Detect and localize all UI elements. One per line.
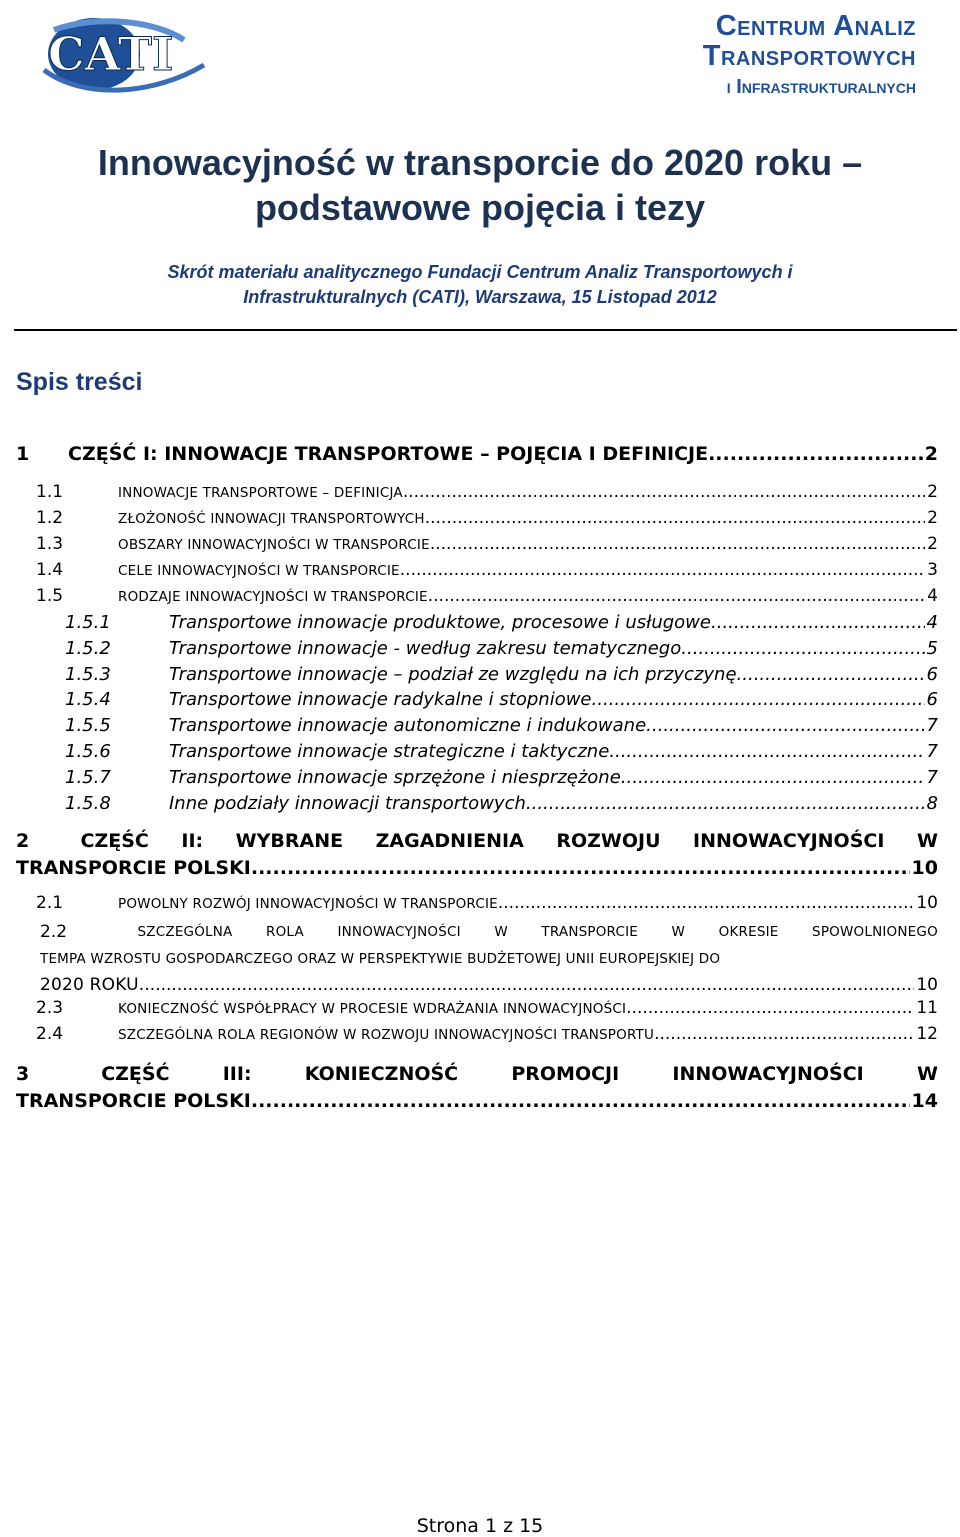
toc-entry-2-2-line-2 (40, 945, 938, 972)
toc-entry-3[interactable] (16, 1061, 938, 1115)
toc-page: 5 (926, 637, 938, 659)
toc-word: CZĘŚĆ (80, 830, 149, 853)
toc-text: Transportowe innowacje sprzężone i niesprzężone (169, 766, 621, 788)
toc-number: 2.2 (40, 922, 68, 943)
toc-page: 14 (911, 1090, 938, 1113)
toc-page: 6 (926, 663, 938, 685)
toc-page: 4 (927, 586, 938, 606)
toc-page: 8 (926, 792, 938, 814)
toc-text: CELE INNOWACYJNOŚCI W TRANSPORCIE (118, 563, 400, 579)
toc-number: 1.5.1 (65, 612, 111, 633)
toc-text: POWOLNY ROZWÓJ INNOWACYJNOŚCI W TRANSPORCIE (118, 896, 498, 913)
toc-entry-1[interactable] (16, 443, 938, 473)
toc-text: ZŁOŻONOŚĆ INNOWACJI TRANSPORTOWYCH (118, 511, 425, 527)
toc-leader (681, 638, 924, 659)
toc-leader (609, 741, 924, 762)
toc-entry-1-5[interactable] (16, 586, 938, 612)
toc-entry-2-1[interactable] (16, 893, 938, 919)
table-of-contents (16, 443, 938, 1115)
toc-page: 2 (924, 443, 938, 465)
toc-number: 1.1 (36, 482, 64, 502)
toc-page: 12 (916, 1024, 938, 1045)
toc-entry-3-line-2 (16, 1088, 938, 1115)
toc-word: INNOWACYJNOŚCI (693, 830, 885, 853)
toc-word: ZAGADNIENIA (375, 830, 524, 853)
toc-page: 10 (916, 893, 938, 914)
toc-leader (654, 1024, 914, 1044)
toc-word: ROZWOJU (556, 830, 661, 853)
toc-number: 1.5.7 (65, 766, 111, 788)
toc-number: 1.5.8 (65, 792, 111, 814)
toc-text: OBSZARY INNOWACYJNOŚCI W TRANSPORCIE (118, 537, 430, 553)
cati-logo (34, 10, 232, 98)
toc-entry-1-5-2[interactable] (16, 638, 938, 664)
toc-text: CZĘŚĆ I: INNOWACJE TRANSPORTOWE – POJĘCIA I DEFINICJE (68, 443, 709, 465)
toc-number: 1.2 (36, 508, 64, 528)
toc-word: INNOWACYJNOŚCI (672, 1063, 864, 1086)
toc-leader (646, 715, 924, 736)
toc-page: 7 (926, 740, 938, 762)
toc-entry-3-line-1 (16, 1061, 938, 1088)
toc-text: Transportowe innowacje autonomiczne i indukowane (169, 715, 647, 737)
org-line-3: i Infrastrukturalnych (726, 76, 916, 98)
toc-number: 1.5.2 (65, 637, 111, 659)
toc-page: 10 (911, 857, 938, 880)
title-line-2: podstawowe pojęcia i tezy (254, 187, 706, 228)
toc-word: III: (222, 1063, 252, 1086)
toc-page: 10 (916, 975, 938, 996)
toc-entry-2-line-1 (16, 828, 938, 855)
toc-text: SZCZEGÓLNA ROLA REGIONÓW W ROZWOJU INNOWACYJNOŚCI TRANSPORTU (118, 1027, 655, 1044)
toc-text: TRANSPORCIE POLSKI (16, 1090, 251, 1113)
toc-number: 1.5 (36, 586, 64, 606)
toc-leader (621, 767, 925, 788)
document-subtitle (0, 260, 960, 310)
toc-text: Transportowe innowacje – podział ze względu na ich przyczynę (169, 663, 737, 685)
toc-leader (400, 560, 925, 580)
toc-number: 1 (16, 443, 30, 465)
toc-entry-1-5-4[interactable] (16, 689, 938, 715)
toc-text: Transportowe innowacje - według zakresu tematycznego (169, 637, 682, 659)
horizontal-rule (14, 329, 957, 331)
toc-leader (592, 689, 925, 710)
toc-number: 1.5.3 (65, 663, 111, 685)
toc-page: 11 (916, 998, 938, 1019)
toc-word: SZCZEGÓLNA (137, 924, 233, 941)
toc-text: Transportowe innowacje radykalne i stopniowe (169, 689, 592, 711)
toc-leader (428, 586, 925, 606)
toc-entry-1-5-6[interactable] (16, 741, 938, 767)
toc-entry-2-3[interactable] (16, 998, 938, 1024)
toc-entry-2-line-2 (16, 855, 938, 882)
toc-word: ROLA (266, 924, 304, 941)
toc-word: W (671, 924, 686, 941)
organization-name (703, 12, 916, 97)
toc-text: KONIECZNOŚĆ WSPÓŁPRACY W PROCESIE WDRAŻANIA INNOWACYJNOŚCI (118, 1001, 627, 1018)
toc-text: Transportowe innowacje strategiczne i taktyczne (169, 740, 610, 762)
toc-text: TRANSPORCIE POLSKI (16, 857, 251, 880)
toc-page: 7 (926, 766, 938, 788)
toc-word: INNOWACYJNOŚCI (337, 924, 461, 941)
subtitle-line-1: Skrót materiału analitycznego Fundacji Centrum Analiz Transportowych i (167, 262, 793, 282)
toc-word: WYBRANE (235, 830, 344, 853)
toc-word: OKRESIE (718, 924, 779, 941)
toc-number: 1.4 (36, 560, 64, 580)
toc-number: 2 (16, 830, 30, 853)
toc-word: CZĘŚĆ (101, 1063, 170, 1086)
toc-page: 3 (927, 560, 938, 580)
toc-entry-2[interactable] (16, 828, 938, 882)
toc-entry-2-2-line-1 (40, 919, 938, 945)
toc-leader (626, 998, 914, 1018)
toc-heading: Spis treści (16, 368, 143, 396)
toc-number: 1.5.6 (65, 740, 111, 762)
toc-entry-2-2-line-3 (40, 972, 938, 998)
toc-entry-2-2[interactable] (16, 919, 938, 998)
toc-number: 3 (16, 1063, 30, 1086)
toc-number: 1.3 (36, 534, 64, 554)
toc-word: W (494, 924, 508, 941)
toc-leader (425, 508, 925, 528)
toc-page: 2 (927, 534, 938, 554)
toc-entry-1-5-7[interactable] (16, 767, 938, 793)
toc-number: 1.5.4 (65, 689, 111, 711)
toc-text: INNOWACJE TRANSPORTOWE – DEFINICJA (118, 485, 403, 501)
toc-text: RODZAJE INNOWACYJNOŚCI W TRANSPORCIE (118, 589, 428, 605)
toc-text: Transportowe innowacje produktowe, procesowe i usługowe (169, 612, 711, 633)
toc-page: 2 (927, 482, 938, 502)
toc-word: SPOWOLNIONEGO (812, 924, 938, 941)
toc-entry-2-4[interactable] (16, 1024, 938, 1050)
toc-leader (498, 893, 915, 913)
toc-entry-1-5-3[interactable] (16, 664, 938, 690)
toc-word: PROMOCJI (511, 1063, 620, 1086)
toc-leader (430, 534, 925, 554)
toc-entry-1-3[interactable] (16, 534, 938, 560)
toc-word: II: (181, 830, 204, 853)
toc-entry-1-2[interactable] (16, 508, 938, 534)
toc-leader (403, 482, 925, 502)
toc-leader (144, 972, 914, 998)
toc-word: KONIECZNOŚĆ (304, 1063, 459, 1086)
org-line-1: Centrum Analiz (715, 10, 916, 42)
toc-page: 6 (926, 689, 938, 711)
toc-entry-1-5-1[interactable] (16, 612, 938, 638)
svg-text:CATI: CATI (48, 27, 174, 81)
toc-word: TRANSPORCIE (541, 924, 639, 941)
toc-leader (708, 443, 923, 465)
org-line-2: Transportowych (702, 40, 916, 72)
toc-page: 4 (926, 612, 938, 633)
toc-number: 2.1 (36, 893, 64, 914)
page-footer: Strona 1 z 15 (416, 1515, 544, 1537)
subtitle-line-2: Infrastrukturalnych (CATI), Warszawa, 15 Listopad 2012 (243, 287, 717, 307)
toc-leader (711, 612, 925, 633)
toc-leader (251, 1088, 910, 1115)
title-line-1: Innowacyjność w transporcie do 2020 roku – (97, 142, 863, 183)
toc-number: 2.4 (36, 1024, 64, 1045)
toc-text: TEMPA WZROSTU GOSPODARCZEGO ORAZ W PERSPEKTYWIE BUDŻETOWEJ UNII EUROPEJSKIEJ DO (40, 951, 721, 968)
toc-word: W (916, 830, 938, 853)
document-title (0, 140, 960, 230)
toc-entry-1-1[interactable] (16, 482, 938, 508)
toc-entry-1-5-5[interactable] (16, 715, 938, 741)
toc-leader (737, 664, 925, 685)
toc-text: 2020 ROKU. (40, 975, 145, 996)
toc-number: 1.5.5 (65, 715, 111, 737)
toc-leader (251, 855, 910, 882)
toc-page: 2 (927, 508, 938, 528)
toc-page: 7 (926, 715, 938, 737)
toc-number: 2.3 (36, 998, 64, 1019)
toc-text: Inne podziały innowacji transportowych (169, 792, 526, 814)
toc-leader (526, 793, 925, 814)
toc-entry-1-4[interactable] (16, 560, 938, 586)
toc-word: W (916, 1063, 938, 1086)
toc-entry-1-5-8[interactable] (16, 793, 938, 819)
